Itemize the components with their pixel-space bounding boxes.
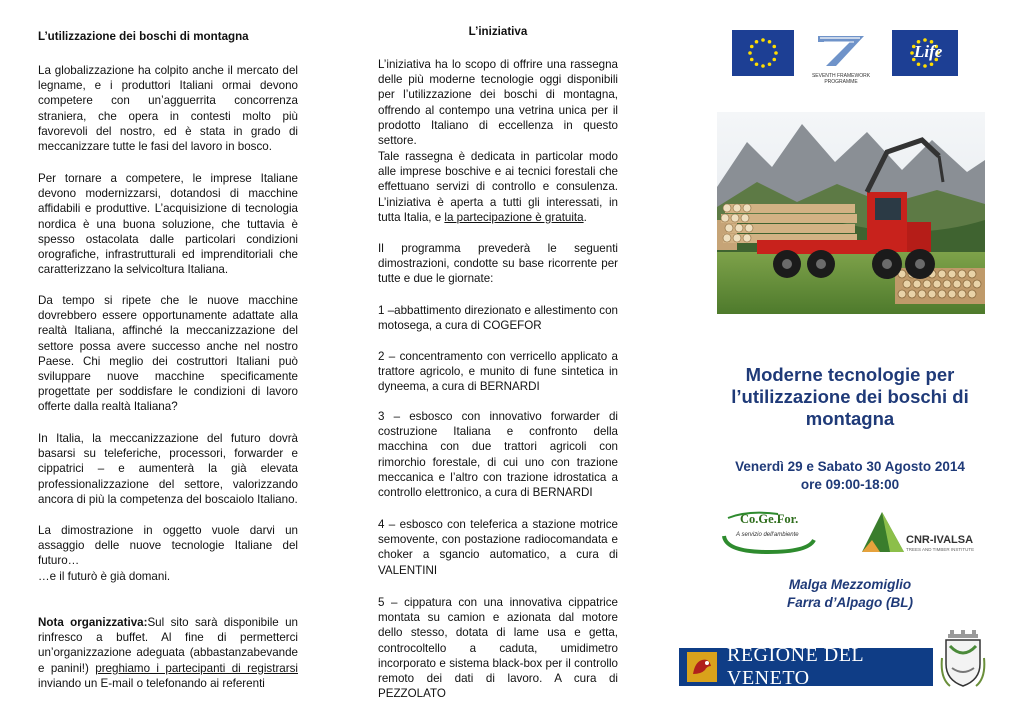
fp7-logo <box>806 30 876 85</box>
paragraph-nota-organizzativa <box>38 615 298 691</box>
eu-stars-icon <box>743 33 783 73</box>
cnr-name: CNR-IVALSA <box>906 534 974 546</box>
column-left <box>38 0 298 725</box>
lion-of-san-marco-icon <box>687 652 717 682</box>
event-place <box>714 576 986 612</box>
eu-star-icon <box>755 40 759 44</box>
paragraph-globalizzazione: La globalizzazione ha colpito anche il mercato del legname, e i produttori Italiani ormai devono competere con un’agguerrita concorrenza straniera, che opera in contesti molto più favorevoli del nostro, ed è stata in grado di meccanizzare tutte le fasi del lavoro in bosco. <box>38 64 298 154</box>
program-item-5: 5 – cippatura con una innovativa cippatrice montata su camion e azionata dal motore dello stesso, dotata di lame usa e getta, controcoltello a caduta, umidimetro incorporato e sistema black-box per il controllo remoto dei dati di lavoro. A cura di PEZZOLATO <box>378 596 618 701</box>
eu-star-icon <box>768 62 772 66</box>
paragraph-dimostrazione: La dimostrazione in oggetto vuole darvi un assaggio delle nuove tecnologie Italiane del futuro… <box>38 524 298 568</box>
paragraph-scopo: L’iniziativa ha lo scopo di offrire una rassegna delle più moderne tecnologie oggi disponibili per l’utilizzazione dei boschi di montagna, offrendo al contempo una vetrina unica per il prodotto Italiano di eccellenza in questo settore. <box>378 58 618 148</box>
eu-star-icon <box>774 51 778 55</box>
paragraph-nuove-macchine: Da tempo si ripete che le nuove macchine dovrebbero essere opportunamente adattate alla realtà Italiana, affinché la meccanizzazione del settore possa avere successo anche nel nostro Paese. Chi meglio dei costruttori Italiani può sviluppare nuove macchine specificamente progettate per soddisfare le condizioni di lavoro offerte dalla realtà Italiana? <box>38 294 298 414</box>
cnr-triangle-icon <box>860 510 906 554</box>
rassegna-text: Tale rassegna è dedicata in particolar modo alle imprese boschive e ai tecnici forestali che effettuano servizi di controllo e consulenza. L’iniziativa è aperta a tutti gli interessati, in tutta Italia, e <box>378 150 618 224</box>
section-title-iniziativa: L’iniziativa <box>468 25 528 38</box>
nota-label: Nota organizzativa: <box>38 616 148 629</box>
place-line2: Farra d’Alpago (BL) <box>786 595 913 610</box>
eu-flag-logo <box>732 30 794 76</box>
paragraph-programma: Il programma prevederà le seguenti dimostrazioni, condotte su base ricorrente per tutte e due le giornate: <box>378 242 618 286</box>
event-date-line: Venerdì 29 e Sabato 30 Agosto 2014 <box>735 459 965 474</box>
paragraph-competere: Per tornare a competere, le imprese Italiane devono modernizzarsi, dotandosi di macchine affidabili e produttive. L’acquisizione di tecnologia nordica è una buona soluzione, che tuttavia è spesso ostacolata dalle particolari condizioni orografiche, infrastrutturali ed imprenditoriali che caratterizzano la selvicoltura Italiana. <box>38 172 298 277</box>
cogefor-name: Co.Ge.For. <box>740 512 799 526</box>
event-title-line3: montagna <box>805 408 895 429</box>
forwarder-photo <box>717 112 985 314</box>
event-title <box>714 364 986 430</box>
eu-star-icon <box>923 64 927 68</box>
fp7-caption-1: SEVENTH FRAMEWORK <box>811 73 871 79</box>
nota-text: Sul sito sarà disponibile un rinfresco a buffet. Al fine di permetterci un’organizzazione adeguata (abbastanzabevande e panini!) <box>38 616 298 675</box>
program-item-4: 4 – esbosco con teleferica a stazione motrice semovente, con postazione radiocomandata e choker a sgancio automatico, a cura di VALENTINI <box>378 518 618 577</box>
eu-star-icon <box>750 58 754 62</box>
eu-star-icon <box>761 38 765 42</box>
partecipazione-gratuita-link: la partecipazione è gratuita <box>444 210 584 224</box>
eu-star-icon <box>755 62 759 66</box>
rassegna-end: . <box>583 210 587 224</box>
eu-star-icon <box>750 45 754 49</box>
eu-star-icon <box>772 58 776 62</box>
event-time-line: ore 09:00-18:00 <box>800 477 900 492</box>
event-title-line2: l’utilizzazione dei boschi di <box>731 386 969 407</box>
paragraph-meccanizzazione-futuro: In Italia, la meccanizzazione del futuro dovrà basarsi su teleferiche, processori, forwarder e cippatrici – e aumenterà la già elevata professionalizzazione del settore, valorizzando ancora di più la competenza del boscaiolo Italiano. <box>38 432 298 506</box>
eu-life-logo <box>892 30 958 76</box>
paragraph-rassegna <box>378 149 618 225</box>
cogefor-tagline: A servizio dell'ambiente <box>736 532 799 538</box>
eu-star-icon <box>930 62 934 66</box>
section-title-utilizzazione: L’utilizzazione dei boschi di montagna <box>38 30 249 43</box>
forwarder-illustration <box>717 112 985 314</box>
eu-star-icon <box>748 51 752 55</box>
regione-veneto-text: REGIONE DEL VENETO <box>727 644 864 689</box>
place-line1: Malga Mezzomiglio <box>788 577 912 592</box>
program-item-3: 3 – esbosco con innovativo forwarder di costruzione Italiana e confronto della macchina con due trattori agricoli con rimorchio forestale, di cui uno con trazione meccanica e l’altro con trazione idrostatica a controllo elettronico, a cura di BERNARDI <box>378 410 618 500</box>
cnr-ivalsa-logo <box>860 510 980 556</box>
life-text: Life <box>914 42 943 61</box>
eu-star-icon <box>761 64 765 68</box>
coat-of-arms-icon <box>940 628 986 690</box>
eu-star-icon <box>772 45 776 49</box>
cnr-subtitle: TREES AND TIMBER INSTITUTE <box>906 547 975 552</box>
column-right <box>714 0 986 725</box>
event-title-line1: Moderne tecnologie per <box>745 364 955 385</box>
fp7-seven-icon <box>806 30 876 68</box>
nota-registration-link[interactable]: preghiamo i partecipanti di registrarsi <box>95 661 298 675</box>
program-item-1: 1 –abbattimento direzionato e allestimento con motosega, a cura di COGEFOR <box>378 304 618 333</box>
cogefor-logo <box>718 506 818 556</box>
paragraph-futuro: …e il futurò è già domani. <box>38 570 171 583</box>
eu-star-icon <box>917 62 921 66</box>
regione-veneto-logo <box>679 644 933 689</box>
fp7-caption-2: PROGRAMME <box>824 79 858 85</box>
eu-star-icon <box>768 40 772 44</box>
nota-end: inviando un E-mail o telefonando ai referenti <box>38 676 265 690</box>
event-dates <box>714 458 986 494</box>
municipal-coat-of-arms <box>940 628 986 690</box>
program-item-2: 2 – concentramento con verricello applicato a trattore agricolo, e munito di fune sintetica in dyneema, a cura di BERNARDI <box>378 350 618 394</box>
column-middle <box>378 0 618 725</box>
